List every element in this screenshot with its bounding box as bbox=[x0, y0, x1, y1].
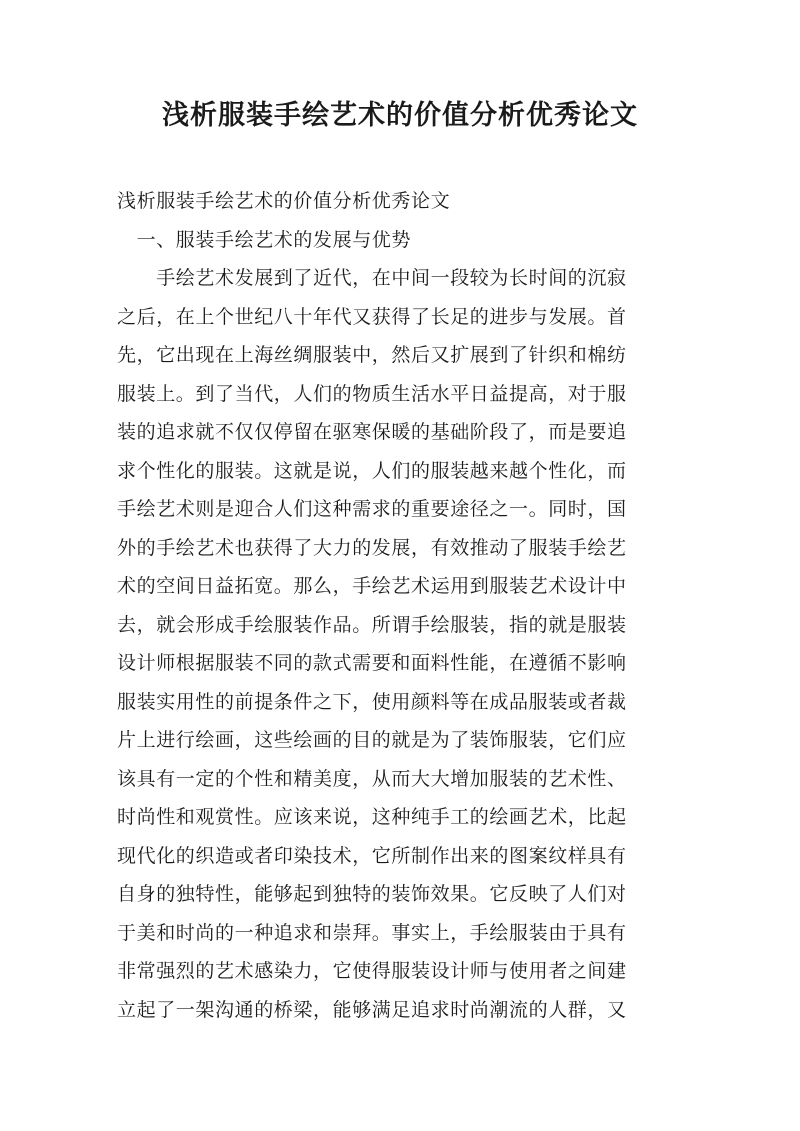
paragraph-line: 手绘艺术发展到了近代，在中间一段较为长时间的沉寂 bbox=[117, 267, 627, 289]
paragraph-line: 求个性化的服装。这就是说，人们的服装越来越个性化，而 bbox=[117, 459, 627, 482]
paragraph-line: 设计师根据服装不同的款式需要和面料性能，在遵循不影响 bbox=[117, 652, 627, 674]
subtitle-line: 浅析服装手绘艺术的价值分析优秀论文 bbox=[117, 190, 451, 212]
section-heading: 一、服装手绘艺术的发展与优势 bbox=[117, 228, 412, 251]
paragraph-line: 该具有一定的个性和精美度，从而大大增加服装的艺术性、 bbox=[117, 767, 627, 790]
paragraph-line: 手绘艺术则是迎合人们这种需求的重要途径之一。同时，国 bbox=[117, 498, 627, 520]
document-title: 浅析服装手绘艺术的价值分析优秀论文 bbox=[162, 100, 638, 131]
paragraph-line: 现代化的织造或者印染技术，它所制作出来的图案纹样具有 bbox=[117, 844, 627, 867]
paragraph-line: 立起了一架沟通的桥梁，能够满足追求时尚潮流的人群，又 bbox=[117, 998, 627, 1021]
paragraph-line: 先，它出现在上海丝绸服装中，然后又扩展到了针织和棉纺 bbox=[117, 344, 627, 366]
paragraph-line: 术的空间日益拓宽。那么，手绘艺术运用到服装艺术设计中 bbox=[117, 575, 627, 597]
paragraph bbox=[117, 259, 687, 1029]
paragraph-line: 去，就会形成手绘服装作品。所谓手绘服装，指的就是服装 bbox=[117, 613, 627, 636]
paragraph-line: 片上进行绘画，这些绘画的目的就是为了装饰服装，它们应 bbox=[117, 729, 627, 751]
paragraph-line: 非常强烈的艺术感染力，它使得服装设计师与使用者之间建 bbox=[117, 960, 627, 982]
paragraph-line: 服装实用性的前提条件之下，使用颜料等在成品服装或者裁 bbox=[117, 690, 627, 713]
paragraph-line: 外的手绘艺术也获得了大力的发展，有效推动了服装手绘艺 bbox=[117, 536, 627, 559]
paragraph-line: 服装上。到了当代，人们的物质生活水平日益提高，对于服 bbox=[117, 382, 627, 405]
paragraph-line: 之后，在上个世纪八十年代又获得了长足的进步与发展。首 bbox=[117, 305, 627, 328]
paragraph-line: 装的追求就不仅仅停留在驱寒保暖的基础阶段了，而是要追 bbox=[117, 421, 627, 443]
paragraph-line: 时尚性和观赏性。应该来说，这种纯手工的绘画艺术，比起 bbox=[117, 806, 627, 828]
paragraph-line: 于美和时尚的一种追求和崇拜。事实上，手绘服装由于具有 bbox=[117, 921, 627, 944]
paragraph-line: 自身的独特性，能够起到独特的装饰效果。它反映了人们对 bbox=[117, 883, 627, 905]
document-body bbox=[117, 182, 687, 1029]
